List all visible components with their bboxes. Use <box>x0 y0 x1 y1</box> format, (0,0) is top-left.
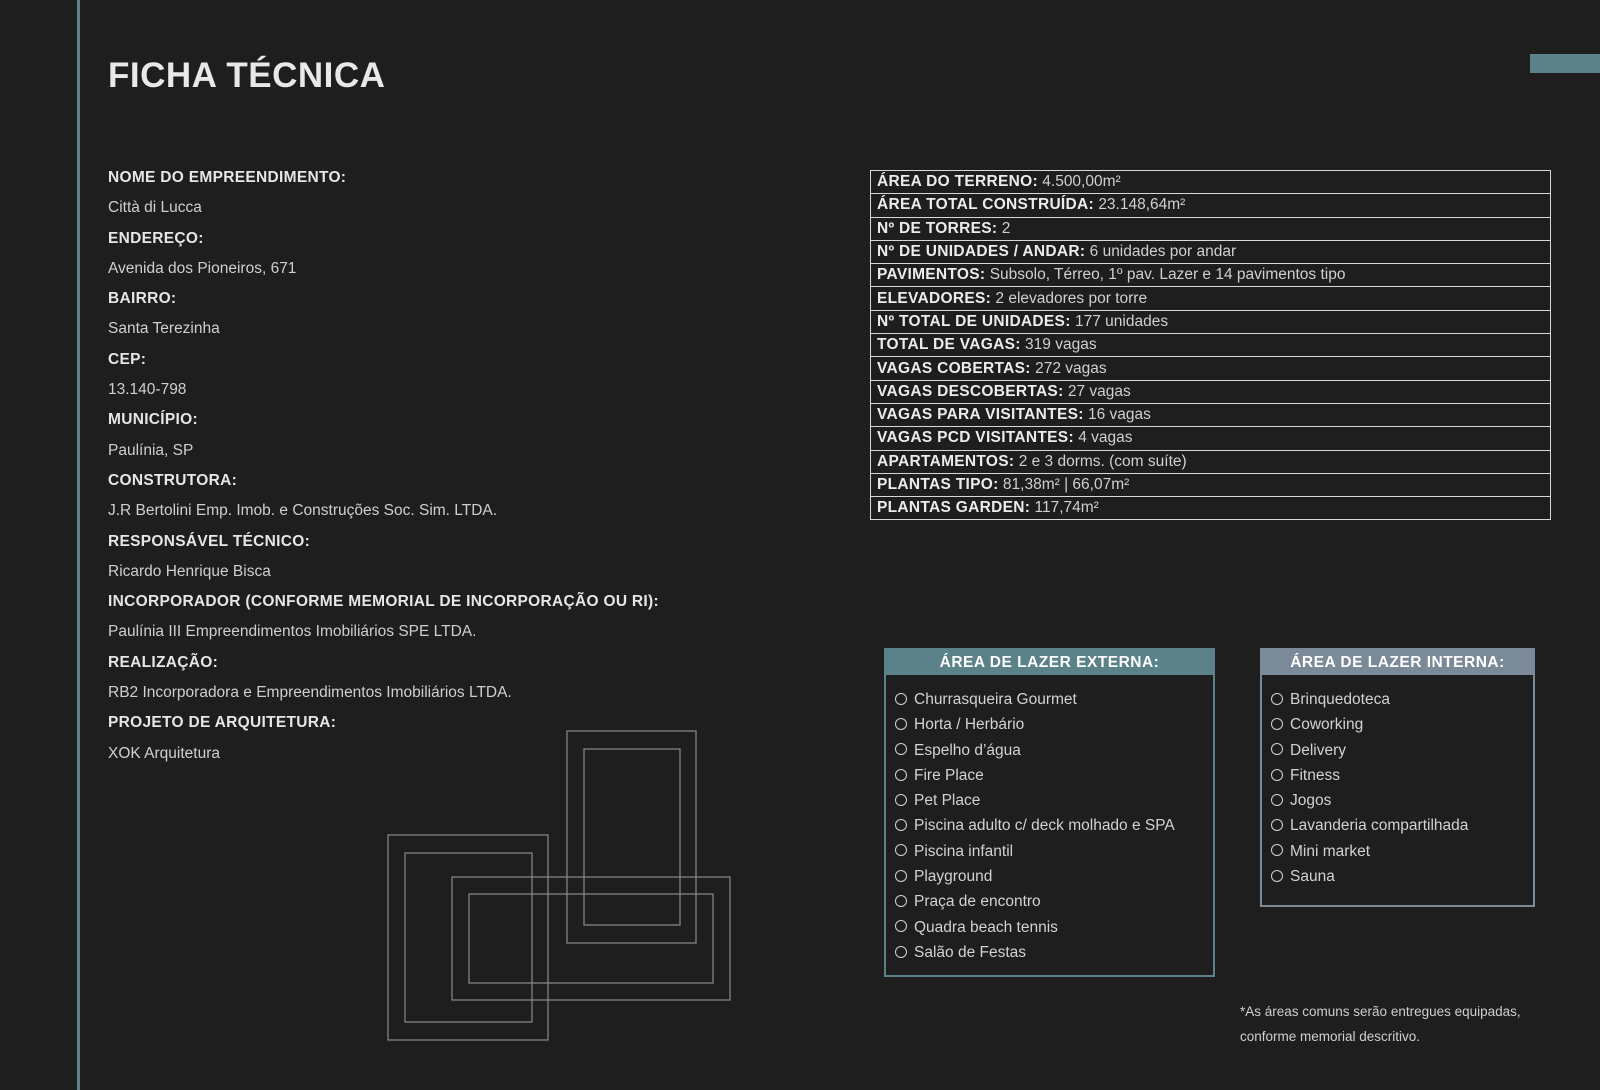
amenity-label: Fitness <box>1290 766 1340 784</box>
amenity-label: Pet Place <box>914 792 981 810</box>
detail-value: RB2 Incorporadora e Empreendimentos Imobiliários LTDA. <box>108 684 512 702</box>
spec-value: 2 <box>1001 219 1011 237</box>
circle-bullet-icon <box>895 844 907 856</box>
detail-value: Città di Lucca <box>108 199 202 217</box>
spec-label: PAVIMENTOS: <box>877 266 986 284</box>
deco-rect <box>388 835 548 1040</box>
amenity-item <box>1271 839 1533 864</box>
amenity-label: Salão de Festas <box>914 943 1027 961</box>
amenity-item <box>895 839 1213 864</box>
amenity-item <box>895 712 1213 737</box>
spec-label: PLANTAS GARDEN: <box>877 499 1031 517</box>
detail-value: Paulínia III Empreendimentos Imobiliários SPE LTDA. <box>108 623 477 641</box>
amenity-label: Jogos <box>1290 792 1332 810</box>
spec-value: 81,38m² | 66,07m² <box>1002 476 1130 493</box>
detail-value: 13.140-798 <box>108 381 187 399</box>
spec-label: APARTAMENTOS: <box>877 452 1015 470</box>
deco-rect <box>469 894 713 983</box>
amenity-label: Espelho d’água <box>914 741 1021 759</box>
detail-label: NOME DO EMPREENDIMENTO: <box>108 169 347 186</box>
spec-label: TOTAL DE VAGAS: <box>877 336 1021 354</box>
circle-bullet-icon <box>895 895 907 907</box>
amenity-item <box>1271 738 1533 763</box>
spec-label: VAGAS COBERTAS: <box>877 359 1031 377</box>
circle-bullet-icon <box>895 718 907 730</box>
amenity-label: Fire Place <box>914 766 984 784</box>
spec-label: ÁREA DO TERRENO: <box>877 173 1038 191</box>
spec-value: 4.500,00m² <box>1042 173 1121 191</box>
amenity-item <box>895 788 1213 813</box>
detail-label: MUNICÍPIO: <box>108 411 198 429</box>
lazer-externa-box <box>884 648 1215 977</box>
circle-bullet-icon <box>1271 743 1283 755</box>
amenity-label: Delivery <box>1290 741 1346 759</box>
amenity-item <box>895 687 1213 712</box>
circle-bullet-icon <box>895 920 907 932</box>
circle-bullet-icon <box>895 769 907 781</box>
amenity-label: Horta / Herbário <box>914 716 1025 734</box>
amenity-item <box>1271 788 1533 813</box>
lazer-interna-box <box>1260 648 1535 907</box>
circle-bullet-icon <box>1271 794 1283 806</box>
amenity-label: Playground <box>914 868 993 886</box>
page-title: FICHA TÉCNICA <box>108 56 386 95</box>
circle-bullet-icon <box>895 693 907 705</box>
footnote-line-2: conforme memorial descritivo. <box>1240 1028 1421 1044</box>
amenity-item <box>895 940 1213 965</box>
detail-label: CONSTRUTORA: <box>108 471 238 489</box>
detail-value: Paulínia, SP <box>108 441 194 459</box>
spec-label: Nº TOTAL DE UNIDADES: <box>877 312 1071 330</box>
spec-label: Nº DE TORRES: <box>877 219 998 237</box>
deco-rect <box>452 877 730 1000</box>
spec-value: 6 unidades por andar <box>1089 243 1237 261</box>
circle-bullet-icon <box>895 794 907 806</box>
amenity-item <box>895 738 1213 763</box>
spec-value: 319 vagas <box>1025 336 1097 354</box>
detail-label: BAIRRO: <box>108 290 177 308</box>
spec-label: ELEVADORES: <box>877 289 992 307</box>
amenity-item <box>895 889 1213 914</box>
detail-label: REALIZAÇÃO: <box>108 653 219 671</box>
detail-label: INCORPORADOR (CONFORME MEMORIAL DE INCORPORAÇÃO OU RI): <box>108 593 659 611</box>
footnote-line-1: *As áreas comuns serão entregues equipadas, <box>1240 1004 1521 1019</box>
spec-value: 2 elevadores por torre <box>995 289 1148 307</box>
spec-value: 23.148,64m² <box>1098 196 1186 214</box>
amenity-item <box>895 915 1213 940</box>
amenity-item <box>895 763 1213 788</box>
spec-label: PLANTAS TIPO: <box>877 476 999 493</box>
circle-bullet-icon <box>895 743 907 755</box>
amenity-label: Piscina adulto c/ deck molhado e SPA <box>914 817 1175 835</box>
spec-value: 27 vagas <box>1067 382 1131 400</box>
detail-label: PROJETO DE ARQUITETURA: <box>108 714 337 732</box>
amenity-item <box>1271 712 1533 737</box>
amenity-label: Praça de encontro <box>914 893 1041 911</box>
circle-bullet-icon <box>1271 844 1283 856</box>
amenity-item <box>1271 813 1533 838</box>
circle-bullet-icon <box>1271 718 1283 730</box>
detail-value: Ricardo Henrique Bisca <box>108 562 271 580</box>
amenity-item <box>895 864 1213 889</box>
detail-value: Avenida dos Pioneiros, 671 <box>108 259 297 277</box>
spec-value: 117,74m² <box>1034 499 1099 517</box>
spec-value: 2 e 3 dorms. (com suíte) <box>1018 452 1187 470</box>
deco-rect <box>567 731 696 943</box>
detail-label: CEP: <box>108 350 147 368</box>
detail-value: J.R Bertolini Emp. Imob. e Construções Soc. Sim. LTDA. <box>108 502 498 520</box>
circle-bullet-icon <box>1271 870 1283 882</box>
spec-value: Subsolo, Térreo, 1º pav. Lazer e 14 pavimentos tipo <box>989 266 1346 284</box>
lazer-interna-list <box>1262 675 1533 889</box>
spec-value: 272 vagas <box>1035 359 1107 377</box>
amenity-label: Piscina infantil <box>914 842 1014 860</box>
amenity-label: Churrasqueira Gourmet <box>914 691 1077 708</box>
amenity-item <box>895 813 1213 838</box>
detail-value: XOK Arquitetura <box>108 744 221 762</box>
circle-bullet-icon <box>895 819 907 831</box>
circle-bullet-icon <box>895 946 907 958</box>
circle-bullet-icon <box>1271 819 1283 831</box>
detail-label: RESPONSÁVEL TÉCNICO: <box>108 532 311 550</box>
amenity-item <box>1271 864 1533 889</box>
lazer-externa-title: ÁREA DE LAZER EXTERNA: <box>886 650 1213 675</box>
circle-bullet-icon <box>1271 769 1283 781</box>
amenity-label: Brinquedoteca <box>1290 691 1390 708</box>
amenity-label: Mini market <box>1290 842 1371 860</box>
lazer-interna-title: ÁREA DE LAZER INTERNA: <box>1262 650 1533 675</box>
spec-label: VAGAS PARA VISITANTES: <box>877 406 1084 424</box>
amenity-item <box>1271 763 1533 788</box>
amenity-item <box>1271 687 1533 712</box>
spec-value: 177 unidades <box>1074 312 1169 330</box>
spec-label: ÁREA TOTAL CONSTRUÍDA: <box>877 196 1094 214</box>
lazer-externa-list <box>886 675 1213 965</box>
spec-label: VAGAS PCD VISITANTES: <box>877 429 1074 447</box>
circle-bullet-icon <box>1271 693 1283 705</box>
deco-rect <box>584 749 680 925</box>
circle-bullet-icon <box>895 870 907 882</box>
amenity-label: Quadra beach tennis <box>914 918 1058 936</box>
spec-label: VAGAS DESCOBERTAS: <box>877 382 1064 400</box>
amenity-label: Lavanderia compartilhada <box>1290 817 1469 835</box>
spec-label: Nº DE UNIDADES / ANDAR: <box>877 243 1086 261</box>
detail-label: ENDEREÇO: <box>108 229 204 247</box>
detail-value: Santa Terezinha <box>108 320 220 338</box>
amenity-label: Coworking <box>1290 716 1364 734</box>
spec-value: 4 vagas <box>1078 429 1133 447</box>
spec-value: 16 vagas <box>1088 406 1151 424</box>
footnote <box>1240 1000 1580 1049</box>
amenity-label: Sauna <box>1290 868 1335 886</box>
